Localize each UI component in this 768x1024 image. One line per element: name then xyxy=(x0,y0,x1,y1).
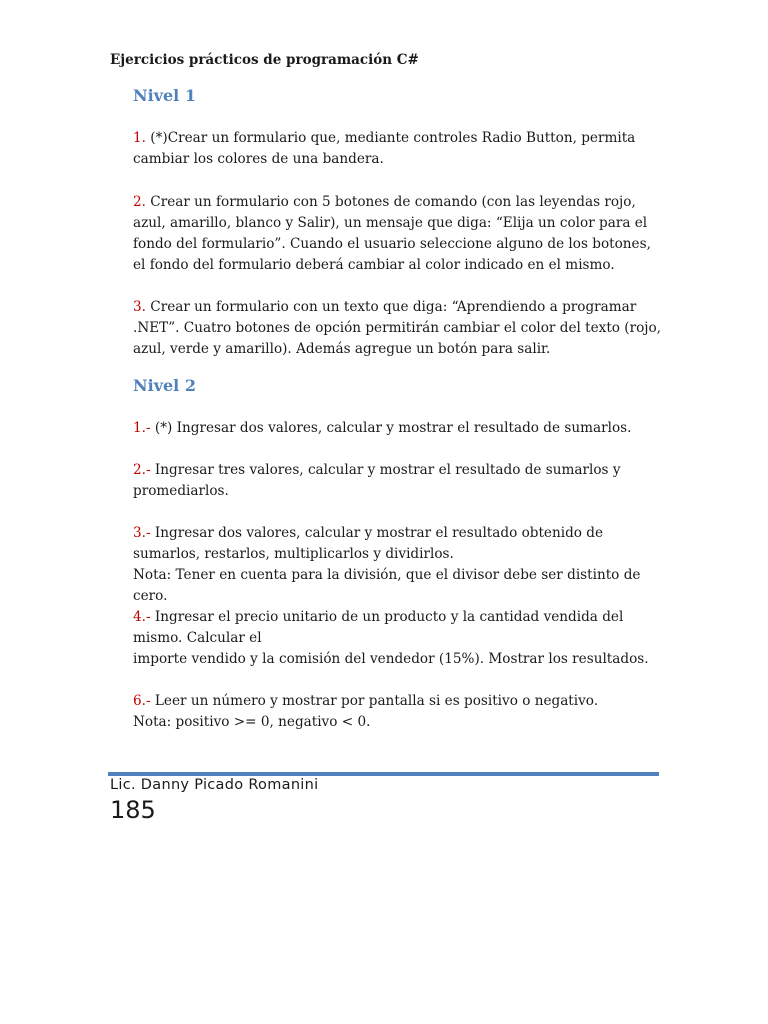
level-1-heading: Nivel 1 xyxy=(133,86,196,105)
exercise-text xyxy=(133,460,663,502)
exercise-text xyxy=(133,128,663,170)
exercise-body: Ingresar tres valores, calcular y mostrar el resultado de sumarlos y promediarlos. xyxy=(133,462,621,499)
exercise-body: Crear un formulario con un texto que diga: “Aprendiendo a programar .NET”. Cuatro botones de opción permitirán cambiar el color del texto (rojo, azul, verde y amarillo). Además agregue un botón para salir. xyxy=(133,299,662,357)
exercise-body: (*) Ingresar dos valores, calcular y mostrar el resultado de sumarlos. xyxy=(150,420,632,436)
exercise-number: 2.- xyxy=(133,462,151,478)
level-2-exercise-2 xyxy=(133,460,663,502)
exercise-number: 1. xyxy=(133,130,146,146)
level-2-heading: Nivel 2 xyxy=(133,376,196,395)
exercise-text xyxy=(133,192,663,276)
exercise-body: Leer un número y mostrar por pantalla si es positivo o negativo. xyxy=(150,693,599,709)
exercise-body: Crear un formulario con 5 botones de comando (con las leyendas rojo, azul, amarillo, blanco y Salir), un mensaje que diga: “Elija un color para el fondo del formulario”. Cuando el usuario seleccione alguno de los botones, el fondo del formulario deberá cambiar al color indicado en el mismo. xyxy=(133,194,651,273)
footer-author: Lic. Danny Picado Romanini xyxy=(110,777,319,793)
level-2-exercise-1 xyxy=(133,418,663,439)
exercise-number: 1.- xyxy=(133,420,151,436)
footer-rule xyxy=(108,772,659,776)
exercise-number: 2. xyxy=(133,194,146,210)
level-1-exercise-3 xyxy=(133,297,663,360)
exercise-note: Nota: positivo >= 0, negativo < 0. xyxy=(133,714,371,730)
exercise-text xyxy=(133,691,663,712)
exercise-text xyxy=(133,418,663,439)
exercise-note: Nota: Tener en cuenta para la división, que el divisor debe ser distinto de cero. xyxy=(133,567,641,604)
level-2-exercise-3 xyxy=(133,523,663,607)
exercise-number: 4.- xyxy=(133,609,151,625)
level-2-exercise-6 xyxy=(133,691,663,733)
exercise-text xyxy=(133,297,663,360)
level-2-exercise-4 xyxy=(133,607,663,670)
exercise-continuation: importe vendido y la comisión del vendedor (15%). Mostrar los resultados. xyxy=(133,651,649,667)
footer-page-number: 185 xyxy=(110,796,156,824)
level-1-exercise-2 xyxy=(133,192,663,276)
exercise-body: Ingresar dos valores, calcular y mostrar el resultado obtenido de sumarlos, restarlos, multiplicarlos y dividirlos. xyxy=(133,525,604,562)
exercise-body: Ingresar el precio unitario de un producto y la cantidad vendida del mismo. Calcular el xyxy=(133,609,624,646)
page-title: Ejercicios prácticos de programación C# xyxy=(110,52,419,68)
exercise-text xyxy=(133,523,663,565)
exercise-body: (*)Crear un formulario que, mediante controles Radio Button, permita cambiar los colores de una bandera. xyxy=(133,130,636,167)
exercise-text xyxy=(133,607,663,649)
exercise-number: 3. xyxy=(133,299,146,315)
exercise-number: 6.- xyxy=(133,693,151,709)
level-1-exercise-1 xyxy=(133,128,663,170)
exercise-number: 3.- xyxy=(133,525,151,541)
